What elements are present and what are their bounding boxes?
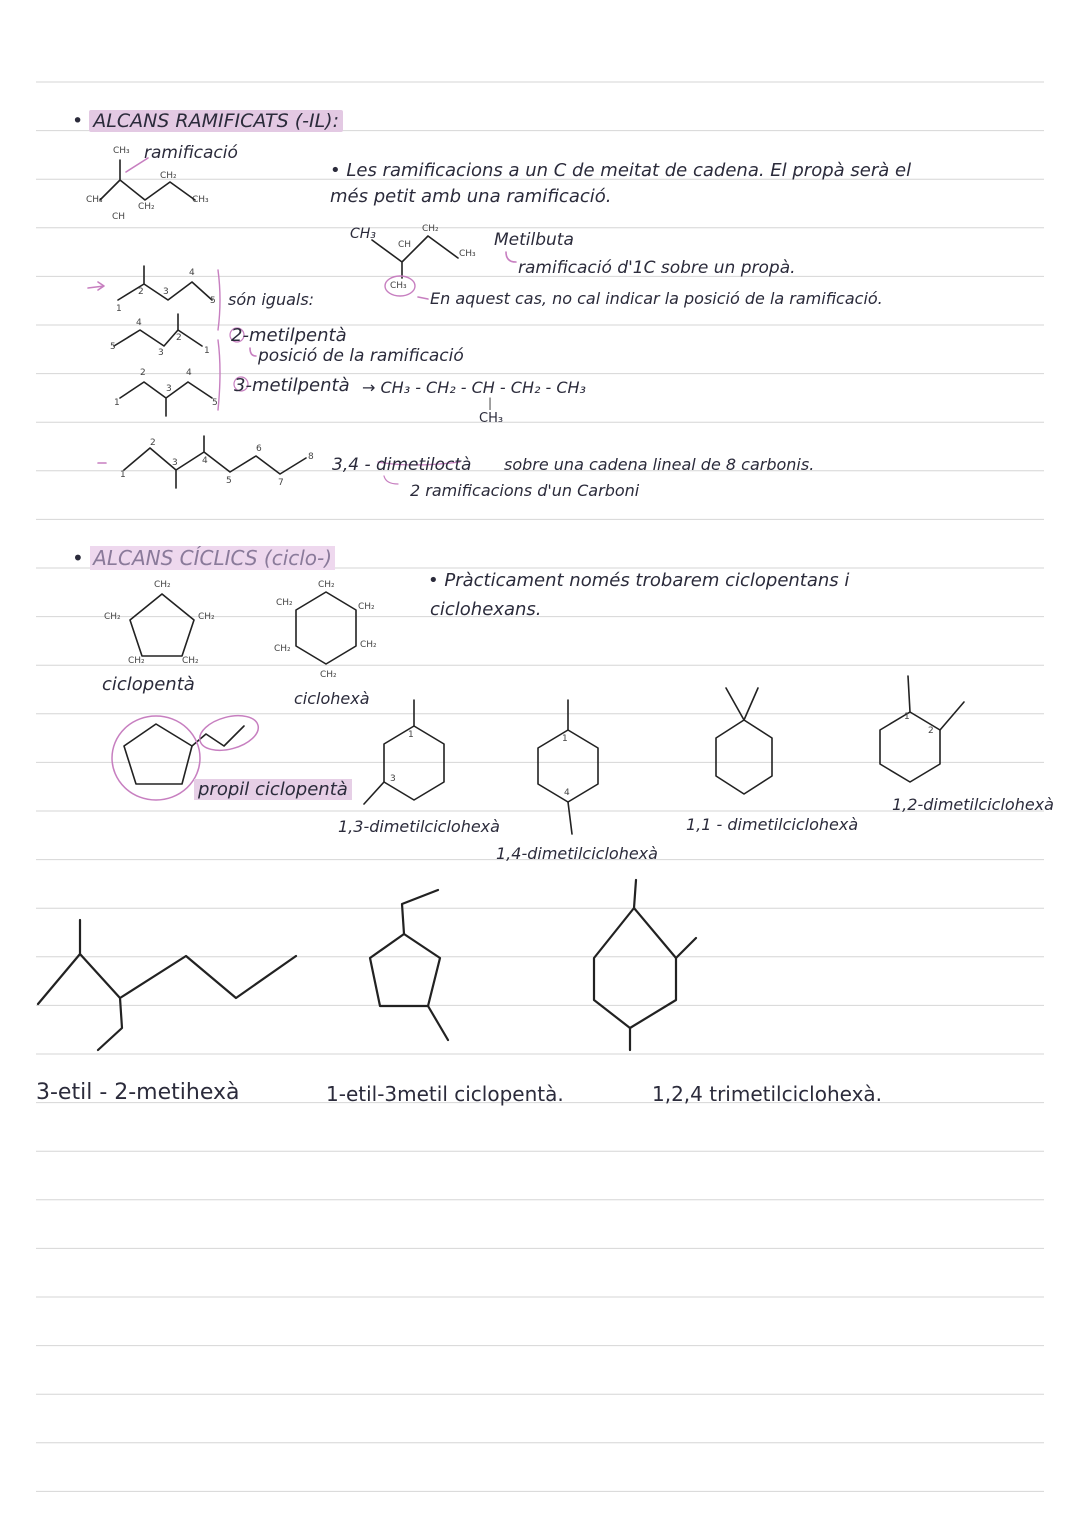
formula-branch-bar: | [488, 396, 493, 410]
position-note: posició de la ramificació [258, 346, 464, 366]
num-label: 1 [116, 304, 122, 314]
label-ch3-top: CH₃ [113, 146, 130, 156]
num-label: 4 [189, 268, 195, 278]
num-label: 5 [212, 398, 218, 408]
name-11-dimethylcyclohexane: 1,1 - dimetilciclohexà [686, 815, 859, 834]
propyl-label-text: propil ciclopentà [198, 779, 348, 800]
section2-intro-line1: • Pràcticament només trobarem ciclopentans i [428, 570, 850, 591]
num-label: 3 [390, 774, 396, 784]
num-label: 1 [204, 346, 210, 356]
num-label: 5 [210, 296, 216, 306]
example-name: Metilbuta [494, 230, 574, 250]
num-label: 5 [110, 342, 116, 352]
name-12-dimethylcyclohexane: 1,2-dimetilciclohexà [892, 795, 1054, 814]
num-label: 3 [158, 348, 164, 358]
num-label: 3 [166, 384, 172, 394]
name-3-metilpenta: 3-metilpentà [234, 375, 350, 396]
num-label: 5 [226, 476, 232, 486]
num-label: 4 [202, 456, 208, 466]
same-label: són iguals: [228, 290, 315, 309]
ch2-label: CH₂ [318, 580, 335, 590]
label-ch2-top: CH₂ [160, 171, 177, 181]
num-label: 2 [138, 287, 144, 297]
num-label: 2 [176, 333, 182, 343]
ch2-label: CH₂ [182, 656, 199, 666]
ramification-label: ramificació [144, 143, 238, 163]
num-label: 1 [114, 398, 120, 408]
section2-title: • ALCANS CÍCLICS (ciclo-) [72, 546, 335, 570]
name-14-dimethylcyclohexane: 1,4-dimetilciclohexà [496, 844, 658, 863]
num-label: 2 [150, 438, 156, 448]
section2-intro-line2: ciclohexans. [430, 599, 542, 620]
num-label: 6 [256, 444, 262, 454]
example-ch: CH [398, 240, 412, 250]
name-124-trimethylcyclohexane: 1,2,4 trimetilciclohexà. [652, 1082, 883, 1106]
section1-title: • ALCANS RAMIFICATS (-IL): [72, 110, 343, 132]
num-label: 4 [564, 788, 570, 798]
ch2-label: CH₂ [128, 656, 145, 666]
name-13-dimethylcyclohexane: 1,3-dimetilciclohexà [338, 817, 500, 836]
num-label: 1 [562, 734, 568, 744]
name-2-metilpenta: 2-metilpentà [231, 325, 347, 346]
section1-intro-line1: • Les ramificacions a un C de meitat de cadena. El propà serà el [330, 160, 912, 181]
label-ch-bottom: CH [112, 212, 126, 222]
num-label: 1 [904, 712, 910, 722]
ch2-label: CH₂ [274, 644, 291, 654]
num-label: 1 [120, 470, 126, 480]
ch2-label: CH₂ [358, 602, 375, 612]
octa-note2: 2 ramificacions d'un Carboni [410, 481, 640, 500]
ch2-label: CH₂ [320, 670, 337, 680]
cyclohexane-label: ciclohexà [294, 689, 370, 708]
section1-title-text: ALCANS RAMIFICATS (-IL): [89, 110, 343, 132]
ch2-label: CH₂ [104, 612, 121, 622]
num-label: 3 [163, 287, 169, 297]
num-label: 7 [278, 478, 284, 488]
name-dimetilocta: 3,4 - dimetiloctà [332, 455, 472, 475]
name-1-ethyl-3-methylcyclopentane: 1-etil-3metil ciclopentà. [326, 1082, 564, 1106]
label-ch3-right: CH₃ [192, 195, 209, 205]
example-ch3-end: CH₃ [459, 249, 476, 259]
num-label: 8 [308, 452, 314, 462]
ch2-label: CH₂ [360, 640, 377, 650]
example-ch2: CH₂ [422, 224, 439, 234]
section1-intro-line2: més petit amb una ramificació. [330, 186, 612, 207]
example-ch3: CH₃ [350, 226, 376, 242]
example-ch3-branch: CH₃ [390, 281, 407, 291]
num-label: 2 [140, 368, 146, 378]
ch2-label: CH₂ [154, 580, 171, 590]
num-label: 4 [186, 368, 192, 378]
label-ch3-left: CH₃ [86, 195, 103, 205]
example-note1: ramificació d'1C sobre un propà. [518, 258, 796, 278]
formula-3-branch: CH₃ [479, 411, 504, 426]
num-label: 1 [408, 730, 414, 740]
label-ch2-mid: CH₂ [138, 202, 155, 212]
num-label: 3 [172, 458, 178, 468]
cyclopentane-label: ciclopentà [102, 674, 195, 695]
section2-title-text: ALCANS CÍCLICS (ciclo-) [90, 546, 335, 570]
ch2-label: CH₂ [276, 598, 293, 608]
formula-3-metilpenta: → CH₃ - CH₂ - CH - CH₂ - CH₃ [362, 378, 586, 397]
example-note2: En aquest cas, no cal indicar la posició de la ramificació. [430, 289, 883, 308]
num-label: 4 [136, 318, 142, 328]
octa-note: sobre una cadena lineal de 8 carbonis. [504, 455, 815, 474]
ch2-label: CH₂ [198, 612, 215, 622]
name-3-ethyl-2-methylhexane: 3-etil - 2-metihexà [36, 1080, 240, 1105]
num-label: 2 [928, 726, 934, 736]
